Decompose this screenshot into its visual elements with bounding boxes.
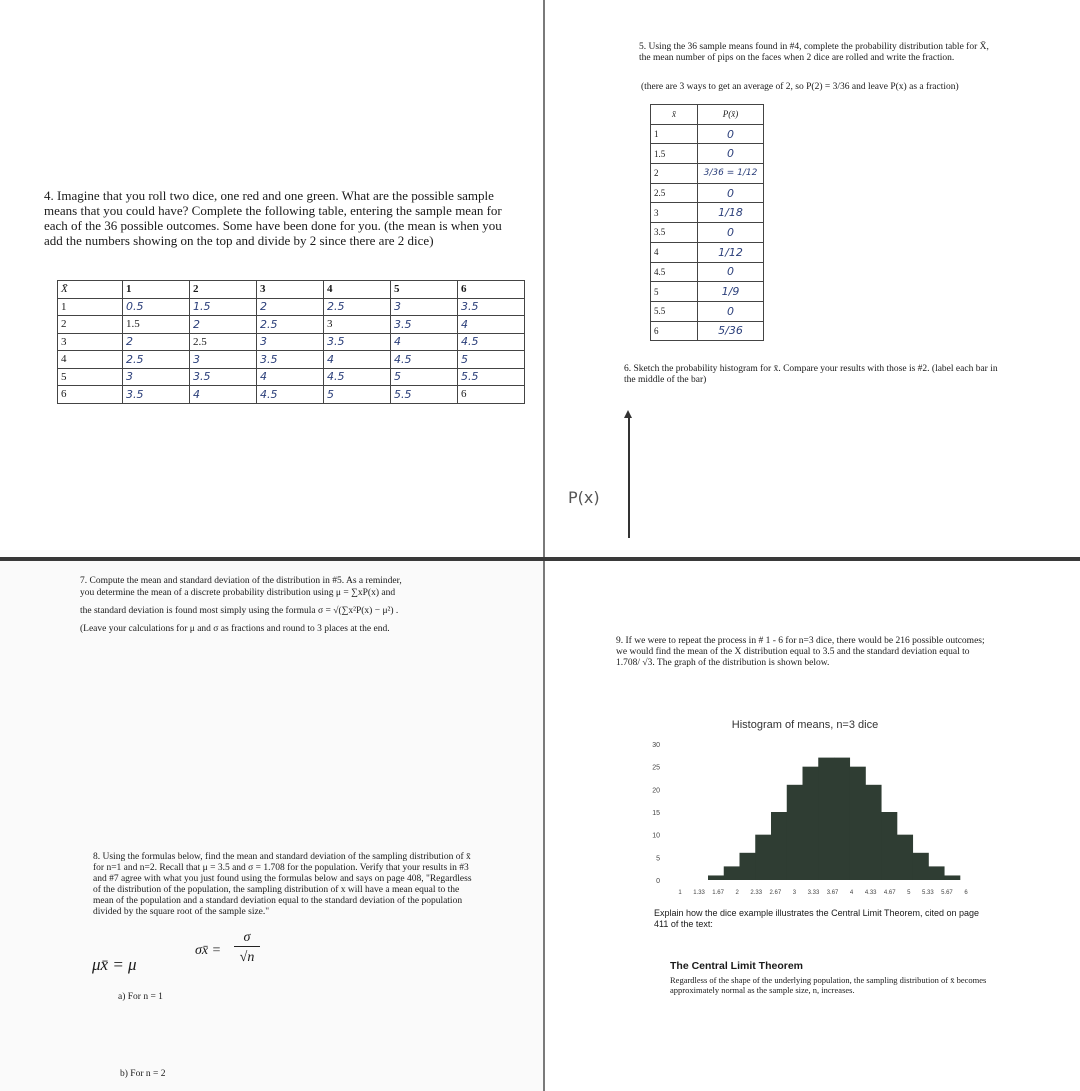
table-row [651, 183, 764, 203]
p-value[interactable]: 3/36 = 1/12 [698, 164, 764, 184]
x-value: 3.5 [651, 223, 698, 243]
clt-text: Regardless of the shape of the underlying population, the sampling distribution of x̄ becomes approximately normal as the sample size, n, increases. [670, 975, 987, 995]
axis-arrow-icon [624, 410, 632, 418]
table-row [651, 262, 764, 282]
table-cell[interactable]: 4.5 [391, 351, 458, 369]
x-tick-label: 5.67 [941, 890, 953, 896]
x-tick-label: 2 [735, 890, 739, 896]
x-tick-label: 1 [678, 890, 682, 896]
formula-sd-denominator: √n [239, 950, 255, 965]
y-tick-label: 20 [652, 787, 660, 795]
part-b-label: b) For n = 2 [120, 1069, 166, 1079]
table-cell: 3 [324, 316, 391, 334]
table-cell[interactable]: 4.5 [324, 368, 391, 386]
p-axis-label: P(x) [568, 488, 600, 507]
x-tick-label: 4.33 [864, 890, 877, 896]
x-tick-label: 1.67 [712, 890, 724, 896]
histogram-bar [866, 785, 882, 880]
histogram-bar [850, 767, 866, 880]
row-header: 3 [58, 333, 123, 351]
q8-text: 8. Using the formulas below, find the mean and standard deviation of the sampling distribution of x̄ for n=1 and n=2. Recall that μ = 3.5 and σ = 1.708 for the population. Verify that your results in #3 and #7 agree with what you just found using the formulas below and says on page 408, "Regardless of the distribution of the population, the sampling distribution of x will have a mean equal to the mean of the population and a standard deviation equal to the standard deviation of the population divided by the square root of the sample size." [93, 852, 472, 917]
col-header: 4 [324, 281, 391, 299]
table-cell[interactable]: 3.5 [123, 386, 190, 404]
table-cell[interactable]: 3.5 [257, 351, 324, 369]
table-cell[interactable]: 4 [324, 351, 391, 369]
horizontal-divider [0, 557, 1080, 561]
q9-text: 9. If we were to repeat the process in # 1 - 6 for n=3 dice, there would be 216 possible outcomes; we would find the mean of the X distribution equal to 3.5 and the standard deviation equal to 1.708/ √3. The graph of the distribution is shown below. [616, 636, 985, 668]
q7-line4: (Leave your calculations for μ and σ as fractions and round to 3 places at the end. [80, 624, 390, 634]
p-value[interactable]: 1/9 [698, 282, 764, 302]
x-value: 6 [651, 321, 698, 341]
histogram-bar [740, 853, 756, 880]
table-cell[interactable]: 2 [123, 333, 190, 351]
q7-line2: you determine the mean of a discrete probability distribution using μ = ∑xP(x) and [80, 588, 396, 598]
vertical-divider [543, 0, 545, 1091]
table-cell[interactable]: 5 [458, 351, 525, 369]
col-header: 1 [123, 281, 190, 299]
col-header: 2 [190, 281, 257, 299]
row-header: 5 [58, 368, 123, 386]
x-value: 1 [651, 124, 698, 144]
table-cell[interactable]: 3.5 [391, 316, 458, 334]
row-header: 6 [58, 386, 123, 404]
x-value: 4 [651, 242, 698, 262]
table-cell: 6 [458, 386, 525, 404]
y-tick-label: 5 [656, 855, 660, 863]
table-cell[interactable]: 2.5 [123, 351, 190, 369]
table-cell[interactable]: 4 [257, 368, 324, 386]
x-bar-header: x̄ [651, 105, 698, 125]
table-row [651, 203, 764, 223]
table-cell[interactable]: 3.5 [458, 298, 525, 316]
table-row [58, 386, 525, 404]
table-cell[interactable]: 3 [190, 351, 257, 369]
histogram-bar [913, 853, 929, 880]
table-corner: X̄ [58, 281, 123, 299]
y-tick-label: 30 [652, 742, 660, 749]
table-row [651, 164, 764, 184]
x-value: 3 [651, 203, 698, 223]
q6-text: 6. Sketch the probability histogram for x̄. Compare your results with those is #2. (label each bar in the middle of the bar) [624, 364, 998, 385]
table-row [651, 105, 764, 125]
histogram-bar [944, 875, 960, 880]
clt-title: The Central Limit Theorem [670, 960, 804, 972]
histogram-bar [755, 835, 771, 880]
q9-explain: Explain how the dice example illustrates the Central Limit Theorem, cited on page 411 of the text: [654, 908, 980, 929]
p-value[interactable]: 1/12 [698, 242, 764, 262]
p-header: P(x̄) [698, 105, 764, 125]
x-tick-label: 1.33 [693, 890, 705, 896]
histogram-bar [897, 835, 913, 880]
q5-note: (there are 3 ways to get an average of 2, so P(2) = 3/36 and leave P(x) as a fraction) [641, 82, 959, 92]
x-value: 5 [651, 282, 698, 302]
table-row [58, 333, 525, 351]
col-header: 6 [458, 281, 525, 299]
histogram-bars [708, 758, 960, 880]
table-row [651, 223, 764, 243]
part-a-label: a) For n = 1 [118, 992, 163, 1002]
table-cell[interactable]: 3 [123, 368, 190, 386]
table-cell[interactable]: 4 [458, 316, 525, 334]
histogram-bar [834, 758, 850, 880]
x-tick-label: 2.33 [750, 890, 763, 896]
q5-text: 5. Using the 36 sample means found in #4, complete the probability distribution table for X̄, the mean number of pips on the faces when 2 dice are rolled and write the fraction. [639, 42, 989, 63]
histogram-bar [771, 812, 787, 880]
x-value: 1.5 [651, 144, 698, 164]
p-axis-line [628, 416, 630, 538]
table-cell: 1.5 [123, 316, 190, 334]
table-cell[interactable]: 5 [391, 368, 458, 386]
y-tick-label: 25 [652, 764, 660, 772]
p-value[interactable]: 5/36 [698, 321, 764, 341]
table-row [651, 242, 764, 262]
x-tick-label: 3.33 [807, 890, 820, 896]
table-cell[interactable]: 2 [257, 298, 324, 316]
p-value[interactable]: 0 [698, 262, 764, 282]
table-row [58, 368, 525, 386]
q7-line1: 7. Compute the mean and standard deviation of the distribution in #5. As a reminder, [80, 576, 402, 586]
table-row [651, 144, 764, 164]
formula-mean: μx̄ = μ [92, 955, 137, 974]
x-tick-label: 4 [849, 890, 854, 896]
col-header: 3 [257, 281, 324, 299]
p-value[interactable]: 0 [698, 223, 764, 243]
histogram-bar [708, 875, 724, 880]
table-cell[interactable]: 2 [190, 316, 257, 334]
table-cell[interactable]: 5 [324, 386, 391, 404]
table-cell[interactable]: 4.5 [458, 333, 525, 351]
x-value: 2.5 [651, 183, 698, 203]
row-header: 4 [58, 351, 123, 369]
p-value[interactable]: 0 [698, 124, 764, 144]
q7-line3: the standard deviation is found most simply using the formula σ = √(∑x²P(x) − μ²) . [80, 606, 399, 616]
table-cell: 2.5 [190, 333, 257, 351]
y-axis-ticks [652, 742, 660, 885]
p-value[interactable]: 0 [698, 144, 764, 164]
x-tick-label: 5.33 [922, 890, 934, 896]
table-row [651, 282, 764, 302]
x-value: 5.5 [651, 301, 698, 321]
table-cell[interactable]: 3.5 [190, 368, 257, 386]
formula-sd-numerator: σ [234, 930, 260, 947]
table-cell[interactable]: 3 [391, 298, 458, 316]
x-tick-label: 4.67 [883, 890, 896, 896]
table-cell[interactable]: 5.5 [458, 368, 525, 386]
x-value: 4.5 [651, 262, 698, 282]
table-cell[interactable]: 1.5 [190, 298, 257, 316]
table-cell[interactable]: 4.5 [257, 386, 324, 404]
table-row [58, 351, 525, 369]
p-value[interactable]: 0 [698, 183, 764, 203]
x-tick-label: 6 [964, 890, 968, 896]
histogram-bar [881, 812, 897, 880]
x-tick-label: 3.67 [826, 890, 839, 896]
histogram-bar [929, 866, 945, 880]
table-row [651, 124, 764, 144]
x-tick-label: 5 [907, 890, 911, 896]
y-tick-label: 10 [652, 832, 660, 840]
table-cell[interactable]: 3 [257, 333, 324, 351]
x-value: 2 [651, 164, 698, 184]
formula-sd-left: σx̄ = [195, 943, 222, 958]
chart-title: Histogram of means, n=3 dice [731, 719, 879, 731]
histogram-chart [640, 714, 970, 900]
p-value[interactable]: 1/18 [698, 203, 764, 223]
q4-text: 4. Imagine that you roll two dice, one red and one green. What are the possible sample means that you could have? Complete the following table, entering the sample mean for each of the 36 possible outcomes. Some have been done for you. (the mean is when you add the numbers showing on the top and divide by 2 since there are 2 dice) [44, 188, 502, 248]
y-tick-label: 0 [656, 878, 660, 885]
table-row [58, 281, 525, 299]
table-cell[interactable]: 4 [391, 333, 458, 351]
table-row [651, 321, 764, 341]
table-cell[interactable]: 5.5 [391, 386, 458, 404]
x-tick-label: 3 [792, 890, 797, 896]
probability-table [650, 104, 764, 341]
col-header: 5 [391, 281, 458, 299]
p-value[interactable]: 0 [698, 301, 764, 321]
histogram-bar [818, 758, 834, 880]
histogram-bar [803, 767, 819, 880]
histogram-bar [724, 866, 740, 880]
dice-means-table [57, 280, 525, 404]
x-tick-label: 2.67 [769, 890, 782, 896]
table-cell[interactable]: 4 [190, 386, 257, 404]
table-row [58, 298, 525, 316]
y-tick-label: 15 [652, 810, 660, 817]
table-cell[interactable]: 2.5 [324, 298, 391, 316]
quadrant-shade [0, 561, 543, 1091]
table-row [58, 316, 525, 334]
table-cell[interactable]: 3.5 [324, 333, 391, 351]
histogram-bar [787, 785, 803, 880]
table-cell[interactable]: 0.5 [123, 298, 190, 316]
row-header: 2 [58, 316, 123, 334]
table-row [651, 301, 764, 321]
row-header: 1 [58, 298, 123, 316]
table-cell[interactable]: 2.5 [257, 316, 324, 334]
x-axis-ticks [678, 890, 968, 896]
